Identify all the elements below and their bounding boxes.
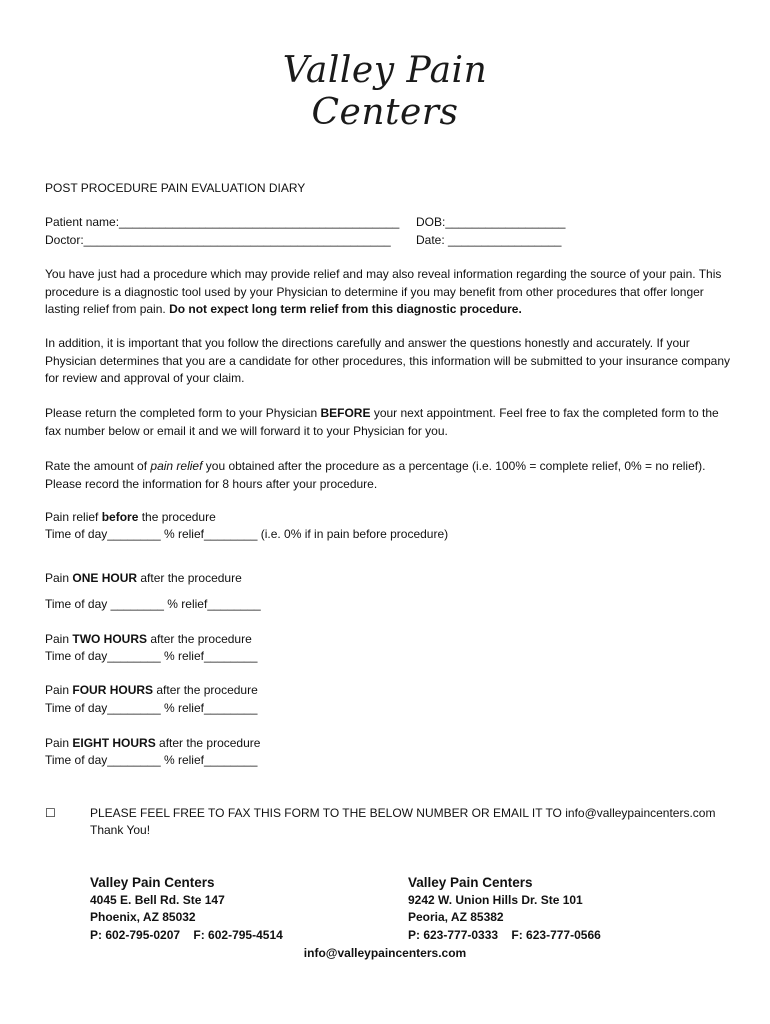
return-before: BEFORE xyxy=(320,406,371,420)
doctor-field[interactable]: Doctor:______________________________________________ xyxy=(45,233,391,247)
office-phoenix-city: Phoenix, AZ 85032 xyxy=(90,910,196,924)
section-four-post: after the procedure xyxy=(153,683,258,697)
section-eight-line[interactable]: Time of day________ % relief________ xyxy=(45,753,258,767)
section-eight-post: after the procedure xyxy=(155,736,261,750)
office-peoria-name: Valley Pain Centers xyxy=(408,875,533,890)
section-two-line[interactable]: Time of day________ % relief________ xyxy=(45,649,258,663)
section-two-post: after the procedure xyxy=(147,632,252,646)
instructions-paragraph: In addition, it is important that you follow the directions carefully and answer the questions honestly and accurately. If your Physician determines that you are a candidate for other procedures, this information will be submitted to your insurance company for review and approval of your claim. xyxy=(45,336,731,385)
section-two-pre: Pain xyxy=(45,632,73,646)
section-one-heading xyxy=(45,570,242,588)
office-peoria-phones: P: 623-777-0333 F: 623-777-0566 xyxy=(408,927,601,942)
dob-field[interactable]: DOB:__________________ xyxy=(416,215,566,229)
section-four-bold: FOUR HOURS xyxy=(72,683,154,697)
rate-text-a: Rate the amount of xyxy=(45,459,151,473)
section-four-line[interactable]: Time of day________ % relief________ xyxy=(45,701,258,715)
section-before-bold: before xyxy=(101,510,139,524)
section-two-heading xyxy=(45,631,252,649)
office-peoria-street: 9242 W. Union Hills Dr. Ste 101 xyxy=(408,892,583,907)
section-one-line[interactable]: Time of day ________ % relief________ xyxy=(45,597,261,611)
checkbox-icon[interactable]: ☐ xyxy=(45,806,56,820)
date-field[interactable]: Date: _________________ xyxy=(416,233,562,247)
form-title: POST PROCEDURE PAIN EVALUATION DIARY xyxy=(45,181,306,195)
return-text-b: your next appointment. Feel free to fax the completed form to the fax number below or email it and we will forward it to your Physician for you. xyxy=(45,406,719,438)
logo-line-1: Valley Pain xyxy=(282,50,488,91)
return-paragraph xyxy=(45,405,735,440)
return-text-a: Please return the completed form to your Physician xyxy=(45,406,321,420)
rate-text-b: you obtained after the procedure as a percentage (i.e. 100% = complete relief, 0% = no relief). Please record the information for 8 hours after your procedure. xyxy=(45,459,706,491)
fax-note-line-2: Thank You! xyxy=(90,823,151,837)
section-four-heading xyxy=(45,682,258,700)
intro-text: You have just had a procedure which may provide relief and may also reveal information regarding the source of your pain. This procedure is a diagnostic tool used by your Physician to determine if you may benefit from other procedures that offer longer lasting relief from pain. xyxy=(45,267,722,316)
section-one-pre: Pain xyxy=(45,571,73,585)
office-phoenix xyxy=(90,874,283,944)
rate-pain-relief: pain relief xyxy=(150,459,203,473)
section-eight-bold: EIGHT HOURS xyxy=(72,736,156,750)
section-two-bold: TWO HOURS xyxy=(72,632,148,646)
office-phoenix-name: Valley Pain Centers xyxy=(90,875,215,890)
section-four-pre: Pain xyxy=(45,683,73,697)
logo-line-2: Centers xyxy=(311,92,459,133)
section-eight-pre: Pain xyxy=(45,736,73,750)
section-before-pre: Pain relief xyxy=(45,510,102,524)
section-before-post: the procedure xyxy=(138,510,216,524)
section-one-post: after the procedure xyxy=(137,571,242,585)
patient-name-field[interactable]: Patient name:__________________________________________ xyxy=(45,215,400,229)
footer-email[interactable]: info@valleypaincenters.com xyxy=(303,946,467,960)
office-phoenix-phones: P: 602-795-0207 F: 602-795-4514 xyxy=(90,927,283,942)
section-before-line[interactable]: Time of day________ % relief________ (i.e. 0% if in pain before procedure) xyxy=(45,527,449,541)
section-one-bold: ONE HOUR xyxy=(72,571,138,585)
office-peoria-city: Peoria, AZ 85382 xyxy=(408,910,504,924)
fax-note-line-1: PLEASE FEEL FREE TO FAX THIS FORM TO THE BELOW NUMBER OR EMAIL IT TO info@valleypaincenters.com xyxy=(90,806,716,820)
office-peoria xyxy=(408,874,601,944)
intro-paragraph xyxy=(45,266,735,319)
section-eight-heading xyxy=(45,735,260,753)
rate-paragraph xyxy=(45,458,735,493)
section-before-heading xyxy=(45,509,216,527)
office-phoenix-street: 4045 E. Bell Rd. Ste 147 xyxy=(90,892,225,907)
intro-warning: Do not expect long term relief from this diagnostic procedure. xyxy=(169,302,522,316)
